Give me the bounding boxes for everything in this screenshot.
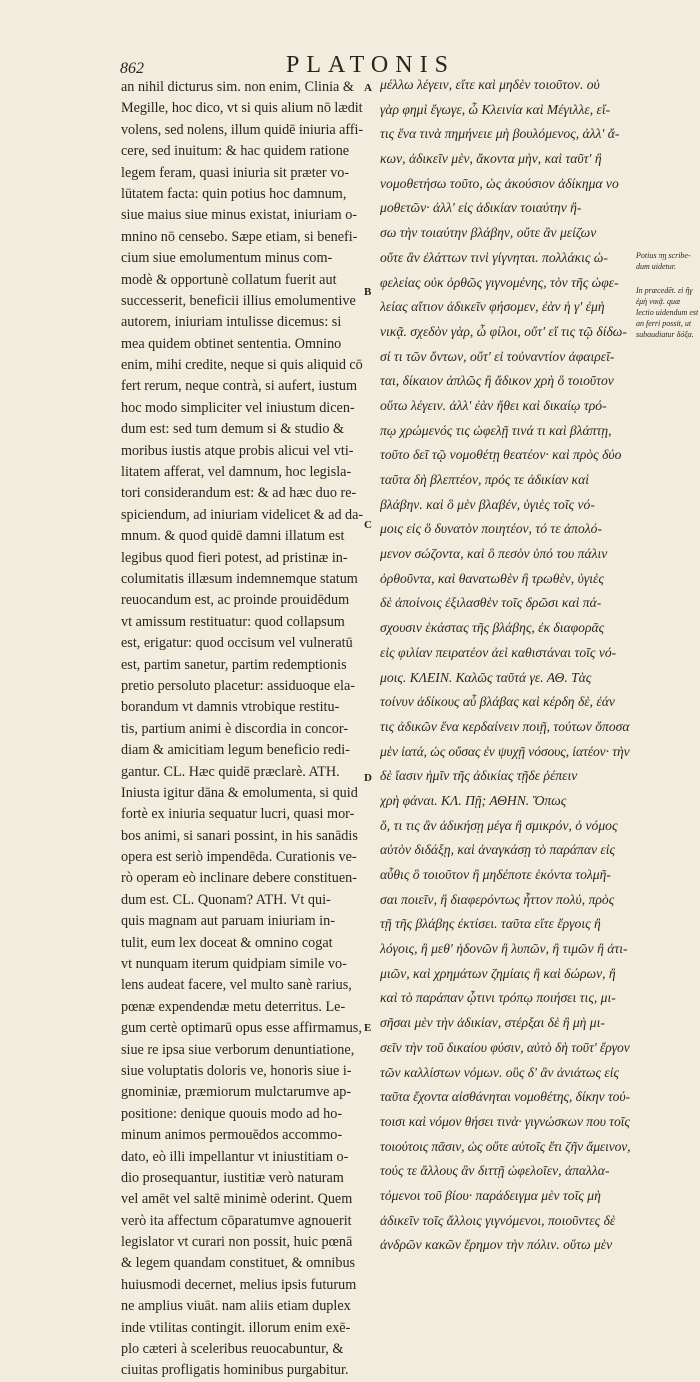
latin-text-line: lūtatem facta: quin potius hoc damnum,: [121, 185, 347, 202]
latin-text-line: gum certè optimarū opus esse affirmamus,: [121, 1020, 362, 1037]
latin-text-line: & legem quandam constituet, & omnibus: [121, 1255, 356, 1272]
latin-text-line: opera est seriò impendēda. Curationis ve-: [121, 849, 357, 866]
latin-text-line: cere, sed inuitum: & hac quidem ratione: [121, 143, 350, 160]
latin-text-line: enim, mihi credite, neque si quis aliquid cō: [121, 357, 363, 374]
section-marker-d: D: [364, 772, 372, 784]
greek-text-line: δὲ ἴασιν ἡμῖν τῆς ἀδικίας τῇδε ῥέπειν: [380, 768, 578, 784]
greek-text-line: ἀνδρῶν κακῶν ἔρημον τὴν πόλιν. οὕτω μὲν: [380, 1237, 613, 1253]
section-marker-b: B: [364, 286, 372, 298]
greek-text-line: σῆσαι μὲν τὴν ἀδικίαν, στέρξαι δὲ ἢ μὴ μι-: [380, 1015, 605, 1031]
latin-text-line: hoc modo simpliciter vel iniustum dicen-: [121, 399, 355, 416]
latin-text-line: tori considerandum est: & ad hæc duo re-: [121, 485, 357, 502]
latin-text-line: verò ita affectum cōparatumve agnouerit: [121, 1212, 352, 1229]
latin-text-line: cium siue emolumentum minus com-: [121, 250, 333, 267]
section-marker-e: E: [364, 1022, 372, 1034]
latin-text-line: est, partim sanetur, partim redemptionis: [121, 656, 347, 673]
greek-text-line: τοισι καὶ νόμον θήσει τινὰ· γιγνώσκων που τοῖς: [380, 1113, 630, 1129]
greek-text-line: τοῦτο δεῖ τῷ νομοθέτῃ θεατέον· καὶ πρὸς δύο: [380, 447, 622, 463]
latin-text-line: pretio persoluto placetur: assiduoque ela-: [121, 677, 356, 694]
greek-text-line: τούς τε ἄλλους ἂν διττῇ ὠφελοῖεν, ἀπαλλα-: [380, 1163, 610, 1179]
latin-text-line: bos animi, si sanari possint, in his sanādis: [121, 827, 358, 844]
latin-text-line: legem feram, quasi iniuria sit præter vo-: [121, 164, 350, 181]
latin-text-line: spiciendum, ad iniuriam videlicet & ad da-: [121, 506, 363, 523]
latin-column: [121, 77, 363, 1382]
greek-text-line: σί τι τῶν ὄντων, οὔτ' εἰ τοὐναντίον ἀφαιρεῖ-: [380, 348, 615, 364]
greek-text-line: χρὴ φάναι. ΚΛ. Πῇ; ΑΘΗΝ. Ὅπως: [380, 792, 567, 808]
latin-text-line: dato, eò illi impellantur vt iniustitiam o-: [121, 1148, 349, 1165]
latin-text-line: tis, partium animi è discordia in concor-: [121, 720, 349, 737]
latin-text-line: rò operam eò inclinare debere constituen-: [121, 870, 357, 887]
margin-note: Potius πῃ scribe-dum uidetur.: [636, 251, 691, 271]
latin-text-line: tulit, eum lex doceat & omnino cogat: [121, 934, 333, 951]
latin-text-line: inde vtilitas contingit. illorum enim exē-: [121, 1319, 351, 1336]
latin-text-line: vel amēt vel saltē minimè oderint. Quem: [121, 1191, 353, 1208]
greek-text-line: αὖθις ὃ τοιοῦτον ἢ μηδέποτε ἑκόντα τολμῆ-: [380, 867, 611, 882]
latin-text-line: Iniusta igitur dāna & emolumenta, si quid: [121, 784, 358, 801]
latin-text-line: vt nunquam iterum quidpiam simile vo-: [121, 956, 347, 973]
latin-text-line: autorem, iniuriam intulisse dicemus: si: [121, 314, 342, 331]
greek-column: [380, 73, 630, 1258]
greek-text-line: μὲν ἰατά, ὡς οὔσας ἐν ψυχῇ νόσους, ἰατέον· τὴν: [380, 743, 630, 759]
greek-text-line: οὔτε ἂν ἐλάττων τινὶ γίγνηται. πολλάκις ὠ-: [380, 249, 608, 265]
greek-text-line: τόμενοι τοῦ βίου· παράδειγμα μὲν τοῖς μὴ: [380, 1187, 601, 1203]
latin-text-line: an nihil dicturus sim. non enim, Clinia &: [121, 79, 354, 95]
latin-text-line: mnum. & quod quidē damni illatum est: [121, 528, 345, 545]
latin-text-line: columitatis illæsum indemnemque statum: [121, 570, 358, 587]
greek-text-line: ἀδικεῖν τοῖς ἄλλοις γιγνόμενοι, ποιοῦντες δὲ: [380, 1212, 616, 1228]
greek-text-line: τις ἕνα τινὰ πημήνειε μὴ βουλόμενος, ἀλλ' ἄ-: [380, 126, 620, 142]
greek-text-line: τῶν καλλίστων νόμων. οὓς δ' ἂν ἀνιάτως εἰς: [380, 1064, 620, 1080]
greek-text-line: πῳ χρώμενός τις ὠφελῇ τινά τι καὶ βλάπτῃ,: [380, 422, 612, 438]
latin-text-line: est, erigatur: quod occisum vel vulneratū: [121, 635, 353, 652]
greek-text-line: ὀρθοῦντα, καὶ θανατωθὲν ἢ τρωθὲν, ὑγιὲς: [380, 570, 604, 586]
latin-text-line: positione: denique quouis modo ad ho-: [121, 1105, 343, 1122]
greek-text-line: μενον σώζοντα, καὶ ὃ πεσὸν ὑπό του πάλιν: [380, 546, 608, 562]
greek-text-line: τοιούτοις πᾶσιν, ὡς οὔτε αὐτοῖς ἔτι ζῆν ἄμεινον,: [380, 1138, 630, 1154]
latin-text-line: fert rerum, neque contrà, si aufert, iustum: [121, 378, 357, 395]
latin-text-line: legibus quod fieri potest, ad pristinæ in-: [121, 549, 348, 566]
latin-text-line: dum est. CL. Quonam? ATH. Vt qui-: [121, 891, 331, 908]
latin-text-line: litatem afferat, vel damnum, hoc legisla-: [121, 464, 352, 481]
greek-text-line: κων, ἀδικεῖν μὲν, ἄκοντα μὴν, καὶ ταῦτ' ἢ: [380, 151, 602, 167]
latin-text-line: minum animos permouēdos accommo-: [121, 1127, 343, 1144]
latin-text-line: lens audeat facere, vel multo sanè rarius,: [121, 977, 352, 994]
latin-text-line: borandum vt damnis vtrobique restitu-: [121, 699, 340, 716]
latin-text-line: moribus iustis atque probis alicui vel vti-: [121, 442, 354, 459]
latin-text-line: modè & opportunè collatum fuerit aut: [121, 271, 337, 288]
latin-text-line: vt amissum restituatur: quod collapsum: [121, 613, 345, 630]
greek-text-line: σεῖν τὴν τοῦ δικαίου φύσιν, αὐτὸ δὴ τοῦτ' ἔργον: [380, 1039, 630, 1055]
greek-text-line: νικᾷ. σχεδὸν γὰρ, ὦ φίλοι, οὔτ' εἴ τις τῷ δίδω-: [380, 323, 627, 339]
latin-text-line: volens, sed nolens, illum quidē iniuria affi-: [121, 121, 363, 138]
greek-text-line: μοις. ΚΛΕΙΝ. Καλῶς ταῦτά γε. ΑΘ. Τὰς: [380, 669, 592, 685]
latin-text-line: dio prosequantur, iustitiæ verò naturam: [121, 1169, 344, 1186]
section-marker-c: C: [364, 519, 372, 531]
greek-text-line: γὰρ φημὶ ἔγωγε, ὦ Κλεινία καὶ Μέγιλλε, εἴ-: [380, 101, 611, 117]
latin-text-line: gnominiæ, præmiorum mulctarumve ap-: [121, 1084, 352, 1101]
greek-text-line: μιῶν, καὶ χρημάτων ζημίαις ἢ καὶ δώρων, ἢ: [380, 965, 616, 981]
latin-text-line: mea quidem obtinet sententia. Omnino: [121, 335, 342, 352]
greek-text-line: λείας αἴτιον ἀδικεῖν φήσομεν, ἐὰν ἡ γ' ἐμὴ: [380, 299, 605, 315]
latin-text-line: huiusmodi decernet, melius ipsis futurum: [121, 1276, 357, 1293]
greek-text-line: οὕτω λέγειν. ἀλλ' ἐὰν ἤθει καὶ δικαίῳ τρό-: [380, 397, 607, 413]
greek-text-line: εἰς φιλίαν πειρατέον ἀεὶ καθιστάναι τοῖς νό-: [380, 644, 617, 660]
greek-text-line: ὅ, τι τις ἂν ἀδικήσῃ μέγα ἢ σμικρόν, ὁ νόμος: [380, 817, 618, 833]
latin-text-line: siue re ipsa siue verborum denuntiatione,: [121, 1041, 355, 1058]
greek-text-line: μοις εἰς ὃ δυνατὸν ποιητέον, τό τε ἀπολό-: [380, 521, 602, 537]
latin-text-line: pœnæ expendendæ metu deterritus. Le-: [121, 998, 346, 1015]
latin-text-line: gantur. CL. Hæc quidē præclarè. ATH.: [121, 763, 340, 780]
latin-text-line: siue maius siue minus existat, iniuriam o-: [121, 207, 358, 224]
greek-text-line: σαι ποιεῖν, ἢ διαφερόντως ἧττον πολύ, πρὸς: [380, 891, 615, 907]
greek-text-line: καὶ τὸ παράπαν ᾧτινι τρόπῳ ποιήσει τις, μι-: [380, 990, 616, 1006]
latin-text-line: quis magnam aut paruam iniuriam in-: [121, 913, 335, 930]
section-marker-a: A: [364, 82, 372, 94]
greek-text-line: ταῦτα δὴ βλεπτέον, πρός τε ἀδικίαν καὶ: [380, 472, 589, 487]
latin-text-line: plo cæteri à sceleribus reuocabuntur, &: [121, 1341, 344, 1358]
greek-text-line: λόγοις, ἢ μεθ' ἡδονῶν ἢ λυπῶν, ἢ τιμῶν ἢ ἀτι-: [380, 941, 628, 957]
latin-text-line: successerit, beneficii illius emolumentive: [121, 292, 356, 309]
greek-text-line: μέλλω λέγειν, εἴτε καὶ μηδὲν τοιοῦτον. οὐ: [380, 77, 600, 92]
latin-text-line: fortè ex iniuria sequatur lucri, quasi mor-: [121, 806, 355, 823]
page-number: 862: [120, 60, 144, 77]
greek-text-line: τοίνυν ἀδίκους αὖ βλάβας καὶ κέρδη δὲ, ἐάν: [380, 694, 615, 710]
greek-text-line: μοθετῶν· ἀλλ' εἰς ἀδικίαν τοιαύτην ἢ-: [380, 200, 582, 216]
latin-text-line: legislator vt curari non possit, huic pœnā: [121, 1234, 353, 1251]
latin-text-line: mnino nō censebo. Sæpe etiam, si benefi-: [121, 228, 358, 245]
greek-text-line: αὐτὸν διδάξῃ, καὶ ἀναγκάσῃ τὸ παράπαν εἰς: [380, 842, 616, 858]
latin-text-line: dum est: sed tum demum si & studio &: [121, 421, 345, 438]
latin-text-line: reuocandum est, ac proinde prouidēdum: [121, 592, 350, 609]
greek-text-line: σω τὴν τοιαύτην βλάβην, οὔτε ἂν μείζων: [380, 225, 597, 241]
greek-text-line: σχουσιν ἑκάστας τῆς βλάβης, ἐκ διαφορᾶς: [380, 620, 605, 636]
greek-text-line: φελείας οὐκ ὀρθῶς γιγνομένης, τὸν τῆς ὠφε-: [380, 274, 619, 290]
running-title: PLATONIS: [286, 52, 455, 78]
latin-text-line: siue voluptatis doloris ve, honoris siue i-: [121, 1062, 352, 1079]
greek-text-line: δὲ ἀποίνοις ἐξιλασθὲν τοῖς δρῶσι καὶ πά-: [380, 595, 602, 611]
latin-text-line: diam & amicitiam legum beneficio redi-: [121, 742, 350, 759]
greek-text-line: ται, δίκαιον ἁπλῶς ἢ ἄδικον χρὴ ὃ τοιοῦτον: [380, 373, 614, 389]
greek-text-line: βλάβην. καὶ ὃ μὲν βλαβέν, ὑγιὲς τοῖς νό-: [380, 496, 595, 512]
latin-text-line: ne amplius viuāt. nam aliis etiam duplex: [121, 1298, 351, 1315]
greek-text-line: νομοθετήσω τοῦτο, ὡς ἀκούσιον ἀδίκημα νο: [380, 175, 619, 191]
latin-text-line: ciuitas profligatis hominibus purgabitur.: [121, 1362, 349, 1379]
margin-note: In præcedēt. εἰ ἤγ ἐμὴ νικᾷ. quæ lectio uidendum est an ferri possit, ut subaudiatur δόξα.: [636, 286, 699, 339]
greek-text-line: τῇ τῆς βλάβης ἐκτίσει. ταῦτα εἴτε ἔργοις ἢ: [380, 916, 601, 932]
latin-text-line: Megille, hoc dico, vt si quis alium nō lædit: [121, 100, 363, 117]
greek-text-line: τις ἀδικῶν ἕνα κερδαίνειν ποιῇ, τούτων ὅποσα: [380, 718, 630, 734]
greek-text-line: ταῦτα ἔχοντα αἰσθάνηται νομοθέτης, δίκην τού-: [380, 1089, 630, 1105]
